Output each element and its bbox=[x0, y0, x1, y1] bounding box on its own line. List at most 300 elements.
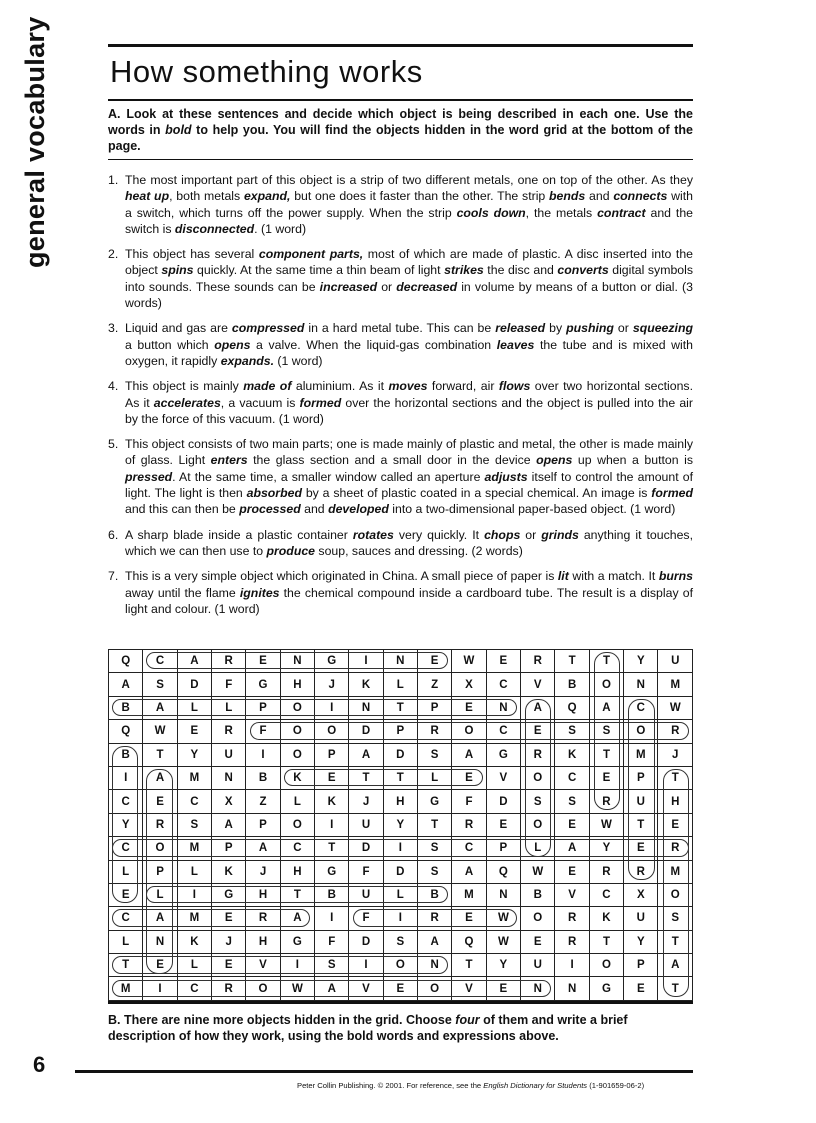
grid-cell: F bbox=[212, 673, 246, 696]
grid-cell: O bbox=[589, 673, 623, 696]
grid-cell: W bbox=[589, 813, 623, 836]
grid-cell: T bbox=[658, 977, 693, 1000]
grid-cell: U bbox=[624, 790, 658, 813]
item-text bbox=[125, 568, 693, 617]
key-word: heat up bbox=[125, 189, 170, 204]
grid-cell: L bbox=[383, 883, 417, 906]
item-number: 6. bbox=[108, 527, 119, 542]
grid-cell: O bbox=[315, 720, 349, 743]
grid-cell: R bbox=[417, 907, 451, 930]
grid-cell: H bbox=[246, 883, 280, 906]
grid-cell: F bbox=[246, 720, 280, 743]
divider bbox=[108, 99, 693, 101]
text-segment: and the switch is bbox=[125, 205, 694, 236]
grid-cell: K bbox=[589, 907, 623, 930]
grid-cell: T bbox=[349, 766, 383, 789]
grid-cell: A bbox=[417, 930, 451, 953]
grid-cell: I bbox=[280, 954, 314, 977]
key-word: strikes bbox=[444, 263, 484, 278]
key-word: lit bbox=[557, 569, 569, 584]
key-word: grinds bbox=[541, 527, 579, 542]
grid-cell: S bbox=[555, 790, 589, 813]
grid-cell: T bbox=[383, 766, 417, 789]
grid-cell: V bbox=[452, 977, 486, 1000]
text-segment: This object has several bbox=[125, 247, 259, 262]
grid-cell: C bbox=[109, 837, 143, 860]
grid-cell: E bbox=[212, 907, 246, 930]
grid-cell: F bbox=[349, 860, 383, 883]
key-word: converts bbox=[557, 263, 609, 278]
text-segment: by bbox=[545, 321, 567, 336]
grid-cell: G bbox=[212, 883, 246, 906]
grid-row bbox=[109, 766, 693, 789]
grid-cell: E bbox=[624, 837, 658, 860]
grid-cell: E bbox=[486, 813, 520, 836]
grid-cell: O bbox=[383, 954, 417, 977]
grid-cell: N bbox=[383, 650, 417, 673]
key-word: processed bbox=[239, 502, 301, 517]
text-segment: over two horizontal sections. As it bbox=[125, 379, 693, 410]
grid-cell: N bbox=[280, 650, 314, 673]
grid-cell: A bbox=[177, 650, 211, 673]
grid-cell: T bbox=[452, 954, 486, 977]
grid-cell: U bbox=[349, 883, 383, 906]
key-word: bends bbox=[549, 189, 586, 204]
grid-cell: E bbox=[383, 977, 417, 1000]
grid-cell: M bbox=[177, 907, 211, 930]
grid-cell: T bbox=[417, 813, 451, 836]
grid-cell: L bbox=[280, 790, 314, 813]
grid-cell: A bbox=[452, 743, 486, 766]
text-segment: Liquid and gas are bbox=[125, 321, 232, 336]
grid-cell: P bbox=[212, 837, 246, 860]
text-segment: , a vacuum is bbox=[220, 395, 300, 410]
text-segment: and this can then be bbox=[125, 502, 240, 517]
key-word: compressed bbox=[231, 321, 305, 336]
grid-cell: V bbox=[246, 954, 280, 977]
text-segment: but one does it faster than the other. The strip bbox=[290, 189, 550, 204]
text-segment: the glass section and a small door in the device bbox=[247, 453, 537, 468]
grid-cell: R bbox=[555, 930, 589, 953]
grid-row bbox=[109, 837, 693, 860]
grid-cell: T bbox=[658, 930, 693, 953]
item-number: 4. bbox=[108, 379, 119, 394]
key-word: pressed bbox=[125, 469, 173, 484]
key-word: squeezing bbox=[632, 321, 693, 336]
text-segment: by a sheet of plastic coated in a special chemical. An image is bbox=[301, 486, 652, 501]
instruction-text: of them and write a brief description of how they work, using the bold words and expressions above. bbox=[108, 1013, 628, 1043]
grid-cell: X bbox=[212, 790, 246, 813]
grid-cell: R bbox=[658, 837, 693, 860]
grid-cell: E bbox=[143, 954, 177, 977]
grid-cell: S bbox=[555, 720, 589, 743]
grid-cell: B bbox=[246, 766, 280, 789]
grid-cell: G bbox=[246, 673, 280, 696]
grid-cell: A bbox=[349, 743, 383, 766]
section-label: A. bbox=[108, 107, 121, 121]
grid-cell: O bbox=[280, 813, 314, 836]
grid-cell: O bbox=[246, 977, 280, 1000]
grid-cell: T bbox=[589, 743, 623, 766]
grid-cell: P bbox=[624, 954, 658, 977]
grid-row bbox=[109, 930, 693, 953]
key-word: spins bbox=[161, 263, 194, 278]
footer-rule bbox=[75, 1070, 693, 1073]
grid-cell: C bbox=[452, 837, 486, 860]
text-segment: . (1 word) bbox=[254, 221, 307, 236]
key-word: flows bbox=[498, 379, 531, 394]
key-word: chops bbox=[484, 527, 521, 542]
grid-cell: I bbox=[246, 743, 280, 766]
key-word: produce bbox=[266, 543, 316, 558]
footer-text: Peter Collin Publishing. © 2001. For reference, see the bbox=[297, 1081, 484, 1090]
grid-cell: C bbox=[486, 673, 520, 696]
grid-cell: M bbox=[452, 883, 486, 906]
key-word: decreased bbox=[396, 279, 458, 294]
grid-cell: S bbox=[521, 790, 555, 813]
grid-cell: L bbox=[109, 860, 143, 883]
grid-cell: E bbox=[109, 883, 143, 906]
text-segment: a button which bbox=[125, 337, 215, 352]
key-word: made of bbox=[243, 379, 292, 394]
grid-cell: R bbox=[555, 907, 589, 930]
text-segment: (1 word) bbox=[274, 353, 323, 368]
text-segment: A sharp blade inside a plastic container bbox=[125, 527, 353, 542]
grid-cell: A bbox=[521, 696, 555, 719]
grid-cell: R bbox=[521, 743, 555, 766]
key-word: leaves bbox=[496, 337, 535, 352]
grid-cell: C bbox=[143, 650, 177, 673]
grid-cell: V bbox=[349, 977, 383, 1000]
page-title: How something works bbox=[110, 54, 423, 89]
item-text bbox=[125, 436, 693, 517]
instruction-emphasis: four bbox=[455, 1013, 480, 1027]
grid-cell: M bbox=[658, 673, 693, 696]
grid-cell: H bbox=[383, 790, 417, 813]
grid-row bbox=[109, 954, 693, 977]
grid-cell: U bbox=[658, 650, 693, 673]
grid-cell: X bbox=[624, 883, 658, 906]
grid-cell: T bbox=[109, 954, 143, 977]
grid-cell: H bbox=[246, 930, 280, 953]
grid-cell: O bbox=[521, 907, 555, 930]
grid-cell: E bbox=[212, 954, 246, 977]
grid-cell: S bbox=[589, 720, 623, 743]
grid-cell: A bbox=[246, 837, 280, 860]
key-word: developed bbox=[328, 502, 389, 517]
grid-cell: I bbox=[177, 883, 211, 906]
text-segment: quickly. At the same time a thin beam of light bbox=[193, 263, 445, 278]
key-word: opens bbox=[536, 453, 573, 468]
grid-cell: U bbox=[349, 813, 383, 836]
grid-row bbox=[109, 813, 693, 836]
grid-cell: N bbox=[486, 696, 520, 719]
item-number: 7. bbox=[108, 569, 119, 584]
grid-cell: E bbox=[486, 650, 520, 673]
grid-cell: F bbox=[315, 930, 349, 953]
key-word: cools down bbox=[456, 205, 526, 220]
grid-cell: R bbox=[246, 907, 280, 930]
divider bbox=[108, 159, 693, 160]
text-segment: anything it touches, which we can then use to bbox=[125, 527, 693, 558]
grid-cell: D bbox=[486, 790, 520, 813]
grid-cell: C bbox=[280, 837, 314, 860]
text-segment: , the metals bbox=[525, 205, 598, 220]
key-word: contract bbox=[597, 205, 646, 220]
text-segment: in volume by means of a button or dial. (3 words) bbox=[125, 279, 693, 311]
key-word: opens bbox=[214, 337, 251, 352]
grid-cell: Y bbox=[177, 743, 211, 766]
grid-row bbox=[109, 790, 693, 813]
grid-cell: T bbox=[383, 696, 417, 719]
grid-cell: C bbox=[589, 883, 623, 906]
grid-cell: O bbox=[624, 720, 658, 743]
grid-cell: I bbox=[383, 907, 417, 930]
grid-cell: B bbox=[315, 883, 349, 906]
grid-cell: A bbox=[658, 954, 693, 977]
grid-cell: T bbox=[280, 883, 314, 906]
key-word: increased bbox=[319, 279, 378, 294]
grid-cell: E bbox=[417, 650, 451, 673]
grid-cell: Q bbox=[452, 930, 486, 953]
grid-cell: A bbox=[143, 907, 177, 930]
exercise-list bbox=[108, 172, 693, 626]
grid-cell: L bbox=[521, 837, 555, 860]
grid-cell: B bbox=[109, 696, 143, 719]
text-segment: itself to control the amount of light. The light is then bbox=[125, 469, 693, 501]
text-segment: This object consists of two main parts; one is made mainly of plastic and metal, the other is made mainly of glass. Light bbox=[125, 437, 693, 468]
grid-cell: N bbox=[486, 883, 520, 906]
grid-cell: B bbox=[521, 883, 555, 906]
grid-cell: E bbox=[589, 766, 623, 789]
grid-cell: L bbox=[177, 954, 211, 977]
key-word: rotates bbox=[352, 527, 394, 542]
grid-cell: I bbox=[555, 954, 589, 977]
grid-cell: T bbox=[555, 650, 589, 673]
key-word: burns bbox=[658, 569, 694, 584]
grid-cell: N bbox=[417, 954, 451, 977]
grid-cell: H bbox=[658, 790, 693, 813]
grid-cell: P bbox=[417, 696, 451, 719]
key-word: adjusts bbox=[484, 469, 528, 484]
grid-cell: W bbox=[452, 650, 486, 673]
text-segment: or bbox=[377, 279, 397, 294]
grid-cell: P bbox=[143, 860, 177, 883]
text-segment: with a match. It bbox=[568, 569, 659, 584]
key-word: pushing bbox=[566, 321, 614, 336]
grid-cell: O bbox=[280, 720, 314, 743]
grid-cell: L bbox=[177, 696, 211, 719]
grid-cell: I bbox=[315, 813, 349, 836]
grid-cell: R bbox=[452, 813, 486, 836]
grid-cell: V bbox=[486, 766, 520, 789]
grid-cell: O bbox=[452, 720, 486, 743]
footer bbox=[297, 1081, 644, 1090]
grid-cell: W bbox=[486, 930, 520, 953]
grid-cell: L bbox=[417, 766, 451, 789]
grid-cell: A bbox=[315, 977, 349, 1000]
grid-cell: O bbox=[658, 883, 693, 906]
grid-cell: L bbox=[143, 883, 177, 906]
word-grid bbox=[108, 649, 693, 1001]
item-text bbox=[125, 378, 693, 427]
text-segment: The most important part of this object is a strip of two different metals, one on top of the other. As they bbox=[125, 173, 693, 187]
side-label: general vocabulary bbox=[20, 16, 50, 268]
grid-cell: K bbox=[212, 860, 246, 883]
text-segment: . At the same time, a smaller window called an aperture bbox=[172, 469, 485, 484]
grid-cell: G bbox=[280, 930, 314, 953]
grid-cell: S bbox=[417, 743, 451, 766]
grid-cell: K bbox=[315, 790, 349, 813]
key-word: formed bbox=[651, 486, 693, 501]
grid-cell: E bbox=[452, 696, 486, 719]
grid-cell: L bbox=[212, 696, 246, 719]
grid-cell: O bbox=[521, 813, 555, 836]
key-word: formed bbox=[299, 395, 342, 410]
grid-cell: L bbox=[177, 860, 211, 883]
text-segment: This object is mainly bbox=[125, 379, 244, 394]
grid-cell: E bbox=[658, 813, 693, 836]
grid-cell: A bbox=[143, 766, 177, 789]
grid-cell: N bbox=[143, 930, 177, 953]
grid-cell: P bbox=[246, 813, 280, 836]
grid-cell: R bbox=[212, 720, 246, 743]
grid-cell: I bbox=[315, 907, 349, 930]
grid-cell: K bbox=[177, 930, 211, 953]
grid-cell: Y bbox=[589, 837, 623, 860]
key-word: expands. bbox=[220, 353, 275, 368]
grid-cell: E bbox=[521, 930, 555, 953]
grid-cell: P bbox=[315, 743, 349, 766]
grid-cell: S bbox=[143, 673, 177, 696]
grid-cell: E bbox=[246, 650, 280, 673]
grid-cell: R bbox=[212, 977, 246, 1000]
grid-cell: N bbox=[521, 977, 555, 1000]
grid-cell: F bbox=[452, 790, 486, 813]
grid-cell: T bbox=[624, 813, 658, 836]
grid-cell: E bbox=[177, 720, 211, 743]
grid-cell: C bbox=[555, 766, 589, 789]
grid-cell: S bbox=[417, 837, 451, 860]
key-word: expand, bbox=[243, 189, 291, 204]
text-segment: soup, sauces and dressing. (2 words) bbox=[315, 543, 523, 558]
grid-cell: S bbox=[177, 813, 211, 836]
grid-cell: N bbox=[555, 977, 589, 1000]
key-word: moves bbox=[388, 379, 428, 394]
item-number: 1. bbox=[108, 173, 119, 187]
grid-cell: Q bbox=[109, 650, 143, 673]
grid-cell: W bbox=[521, 860, 555, 883]
instruction-text: Look at these sentences and decide which object is being described in each one. Use the words in bbox=[108, 107, 693, 137]
text-segment: the disc and bbox=[483, 263, 558, 278]
grid-cell: V bbox=[521, 673, 555, 696]
grid-cell: L bbox=[383, 673, 417, 696]
exercise-item bbox=[108, 568, 693, 617]
grid-cell: S bbox=[658, 907, 693, 930]
key-word: connects bbox=[613, 189, 668, 204]
exercise-item bbox=[108, 246, 693, 311]
footer-text: (1-901659-06-2) bbox=[587, 1081, 645, 1090]
grid-cell: Q bbox=[486, 860, 520, 883]
grid-row bbox=[109, 907, 693, 930]
key-word: component parts, bbox=[258, 247, 364, 262]
grid-cell: T bbox=[589, 930, 623, 953]
grid-cell: K bbox=[555, 743, 589, 766]
grid-cell: M bbox=[109, 977, 143, 1000]
grid-cell: W bbox=[658, 696, 693, 719]
section-label: B. bbox=[108, 1013, 121, 1027]
grid-cell: E bbox=[521, 720, 555, 743]
section-b-instructions bbox=[108, 1012, 693, 1044]
grid-cell: S bbox=[383, 930, 417, 953]
grid-cell: N bbox=[624, 673, 658, 696]
text-segment: with a switch, which turns off the power supply. When the strip bbox=[125, 189, 693, 220]
grid-cell: U bbox=[624, 907, 658, 930]
grid-cell: N bbox=[349, 696, 383, 719]
text-segment: forward, air bbox=[427, 379, 499, 394]
grid-cell: A bbox=[109, 673, 143, 696]
grid-cell: K bbox=[349, 673, 383, 696]
grid-row bbox=[109, 720, 693, 743]
section-a-instructions bbox=[108, 106, 693, 154]
grid-cell: C bbox=[177, 977, 211, 1000]
grid-cell: G bbox=[315, 860, 349, 883]
item-text bbox=[125, 527, 693, 560]
key-word: ignites bbox=[239, 585, 280, 600]
grid-cell: M bbox=[177, 837, 211, 860]
grid-cell: I bbox=[109, 766, 143, 789]
grid-cell: J bbox=[212, 930, 246, 953]
grid-cell: G bbox=[486, 743, 520, 766]
grid-cell: E bbox=[624, 977, 658, 1000]
grid-row bbox=[109, 696, 693, 719]
grid-cell: C bbox=[109, 790, 143, 813]
grid-cell: I bbox=[349, 954, 383, 977]
grid-cell: C bbox=[624, 696, 658, 719]
key-word: enters bbox=[210, 453, 248, 468]
grid-row bbox=[109, 673, 693, 696]
text-segment: very quickly. It bbox=[393, 527, 485, 542]
grid-cell: D bbox=[177, 673, 211, 696]
grid-cell: R bbox=[212, 650, 246, 673]
grid-row bbox=[109, 650, 693, 673]
grid-cell: G bbox=[315, 650, 349, 673]
grid-cell: W bbox=[143, 720, 177, 743]
grid-cell: D bbox=[349, 720, 383, 743]
page-number: 6 bbox=[33, 1052, 46, 1077]
grid-cell: D bbox=[349, 930, 383, 953]
grid-cell: J bbox=[315, 673, 349, 696]
grid-cell: Y bbox=[486, 954, 520, 977]
exercise-item bbox=[108, 320, 693, 369]
grid-cell: T bbox=[143, 743, 177, 766]
grid-cell: O bbox=[280, 696, 314, 719]
grid-cell: B bbox=[417, 883, 451, 906]
grid-cell: E bbox=[555, 860, 589, 883]
grid-row bbox=[109, 743, 693, 766]
grid-cell: S bbox=[315, 954, 349, 977]
instruction-text: There are nine more objects hidden in the grid. Choose bbox=[120, 1013, 456, 1027]
grid-cell: N bbox=[212, 766, 246, 789]
item-text bbox=[125, 172, 693, 237]
text-segment: aluminium. As it bbox=[291, 379, 389, 394]
instruction-emphasis: bold bbox=[165, 123, 192, 137]
grid-cell: P bbox=[246, 696, 280, 719]
grid-cell: T bbox=[658, 766, 693, 789]
grid-cell: O bbox=[521, 766, 555, 789]
grid-cell: C bbox=[177, 790, 211, 813]
grid-cell: E bbox=[452, 766, 486, 789]
